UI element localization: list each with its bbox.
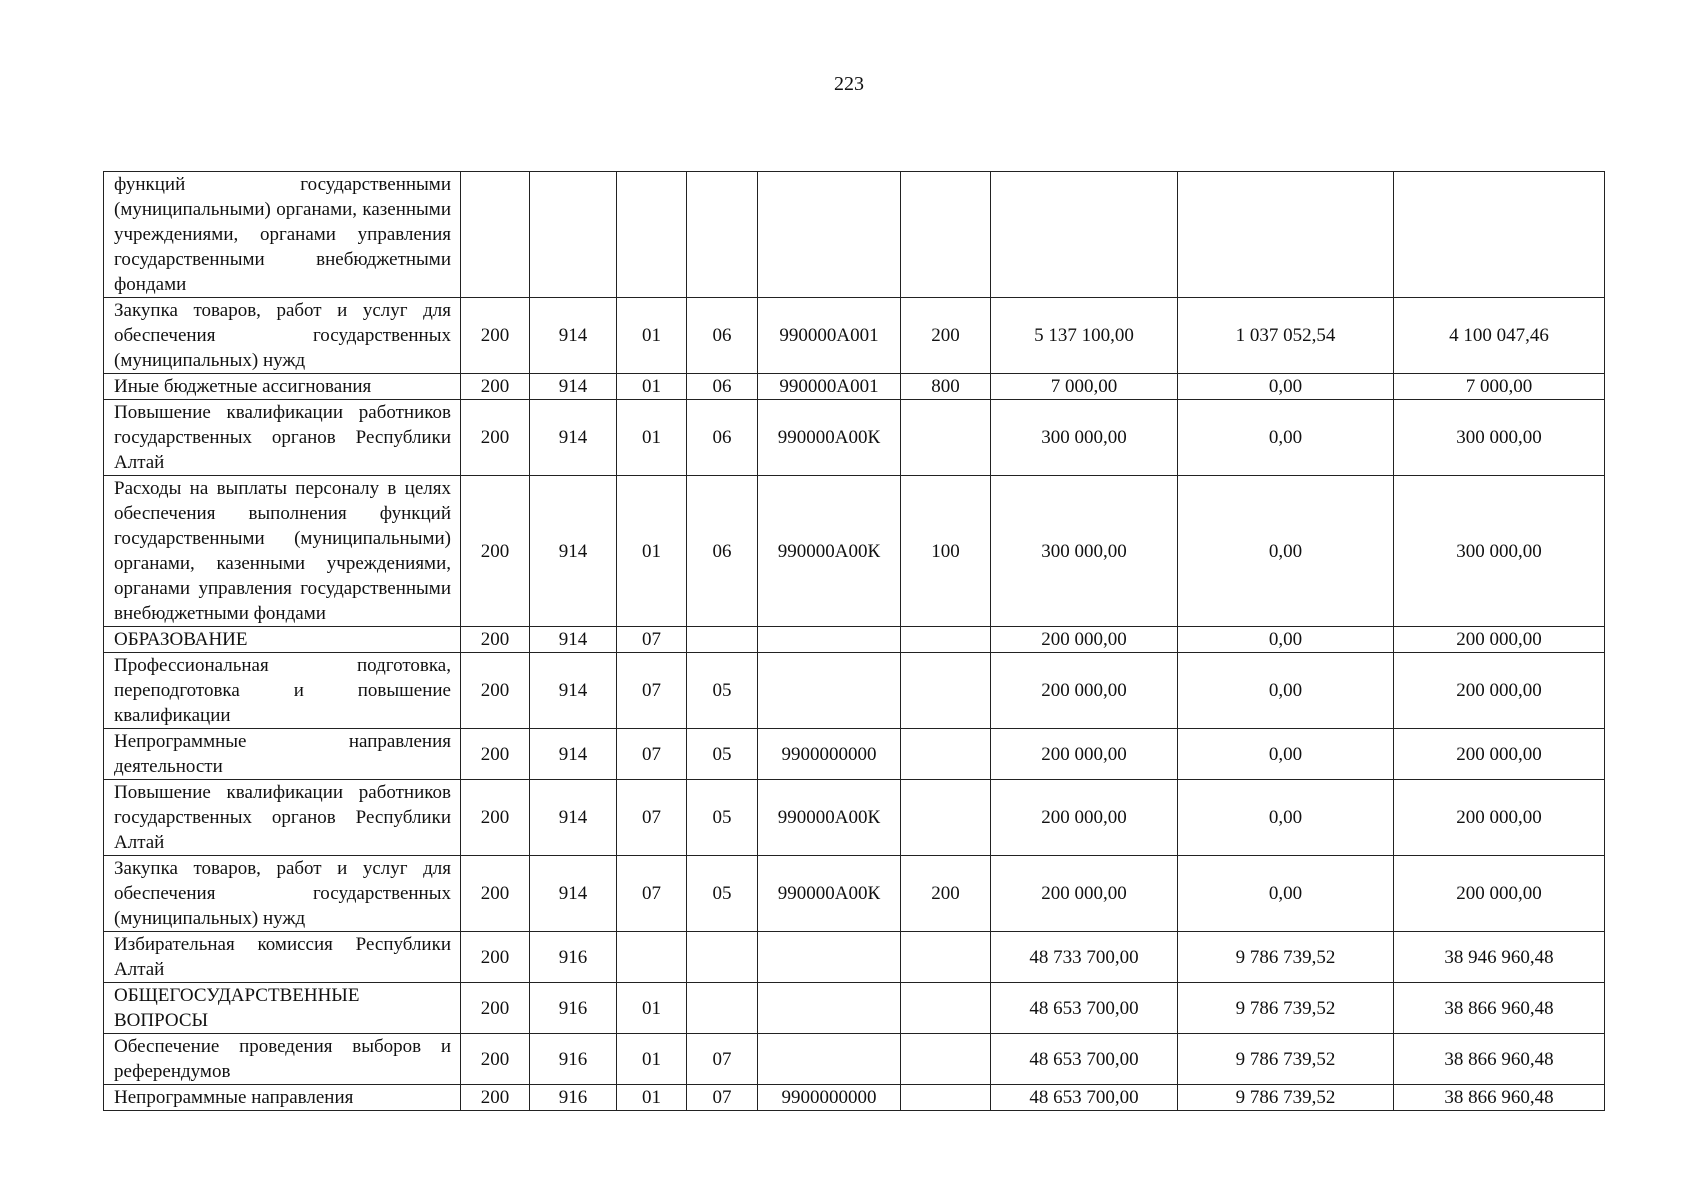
row-name: Избирательная комиссия Республики Алтай [104, 932, 461, 983]
row-name: Расходы на выплаты персоналу в целях обеспечения выполнения функций государственными (муниципальными) органами, казенными учреждениями, органами управления государственными внебюджетными фондами [104, 476, 461, 627]
cell-col7: 7 000,00 [991, 374, 1178, 400]
cell-col6: 200 [901, 856, 991, 932]
cell-col4 [687, 172, 758, 298]
cell-col4: 05 [687, 780, 758, 856]
table-row [104, 400, 1605, 476]
cell-col4: 07 [687, 1034, 758, 1085]
cell-col2: 916 [530, 932, 617, 983]
cell-col1 [461, 172, 530, 298]
cell-col5: 990000А00К [758, 856, 901, 932]
cell-col1: 200 [461, 1085, 530, 1111]
cell-col4: 06 [687, 374, 758, 400]
cell-col9 [1394, 172, 1605, 298]
cell-col3: 07 [617, 653, 687, 729]
cell-col2: 916 [530, 983, 617, 1034]
table-row [104, 172, 1605, 298]
cell-col6 [901, 983, 991, 1034]
row-name: Непрограммные направления [104, 1085, 461, 1111]
row-name: ОБРАЗОВАНИЕ [104, 627, 461, 653]
cell-col3: 01 [617, 476, 687, 627]
cell-col8: 9 786 739,52 [1178, 932, 1394, 983]
cell-col8: 0,00 [1178, 780, 1394, 856]
budget-table [103, 171, 1605, 1111]
cell-col5: 990000А001 [758, 374, 901, 400]
cell-col6 [901, 400, 991, 476]
cell-col7 [991, 172, 1178, 298]
row-name: Повышение квалификации работников государственных органов Республики Алтай [104, 400, 461, 476]
cell-col3: 07 [617, 729, 687, 780]
cell-col9: 4 100 047,46 [1394, 298, 1605, 374]
table-row [104, 932, 1605, 983]
cell-col6: 800 [901, 374, 991, 400]
cell-col1: 200 [461, 856, 530, 932]
cell-col9: 300 000,00 [1394, 400, 1605, 476]
row-name: Профессиональная подготовка, переподготовка и повышение квалификации [104, 653, 461, 729]
cell-col3: 07 [617, 856, 687, 932]
cell-col1: 200 [461, 932, 530, 983]
cell-col3: 01 [617, 374, 687, 400]
cell-col6 [901, 729, 991, 780]
row-name: Закупка товаров, работ и услуг для обеспечения государственных (муниципальных) нужд [104, 856, 461, 932]
cell-col2: 916 [530, 1085, 617, 1111]
cell-col2: 914 [530, 374, 617, 400]
cell-col4: 05 [687, 729, 758, 780]
cell-col5 [758, 627, 901, 653]
cell-col3: 01 [617, 1034, 687, 1085]
cell-col9: 200 000,00 [1394, 856, 1605, 932]
cell-col8: 0,00 [1178, 374, 1394, 400]
cell-col5: 990000А00К [758, 780, 901, 856]
cell-col4: 06 [687, 298, 758, 374]
table-row [104, 780, 1605, 856]
cell-col3: 07 [617, 627, 687, 653]
cell-col7: 200 000,00 [991, 729, 1178, 780]
cell-col8: 1 037 052,54 [1178, 298, 1394, 374]
table-row [104, 653, 1605, 729]
cell-col2 [530, 172, 617, 298]
cell-col8: 0,00 [1178, 653, 1394, 729]
cell-col4: 05 [687, 856, 758, 932]
cell-col7: 200 000,00 [991, 856, 1178, 932]
cell-col8: 0,00 [1178, 627, 1394, 653]
cell-col7: 48 653 700,00 [991, 1034, 1178, 1085]
cell-col5: 990000А00К [758, 400, 901, 476]
cell-col2: 914 [530, 653, 617, 729]
cell-col2: 914 [530, 476, 617, 627]
cell-col9: 38 946 960,48 [1394, 932, 1605, 983]
table-row [104, 729, 1605, 780]
cell-col7: 200 000,00 [991, 627, 1178, 653]
cell-col4: 05 [687, 653, 758, 729]
cell-col3 [617, 172, 687, 298]
cell-col8: 0,00 [1178, 729, 1394, 780]
cell-col6 [901, 172, 991, 298]
table-row [104, 1034, 1605, 1085]
table-row [104, 298, 1605, 374]
row-name: Обеспечение проведения выборов и референдумов [104, 1034, 461, 1085]
cell-col9: 200 000,00 [1394, 627, 1605, 653]
cell-col9: 200 000,00 [1394, 729, 1605, 780]
page-number: 223 [834, 73, 864, 95]
row-name: Иные бюджетные ассигнования [104, 374, 461, 400]
cell-col2: 914 [530, 729, 617, 780]
cell-col5: 990000А00К [758, 476, 901, 627]
cell-col6 [901, 1085, 991, 1111]
cell-col8: 0,00 [1178, 476, 1394, 627]
cell-col5 [758, 1034, 901, 1085]
cell-col9: 38 866 960,48 [1394, 1034, 1605, 1085]
cell-col3: 07 [617, 780, 687, 856]
cell-col1: 200 [461, 983, 530, 1034]
cell-col5 [758, 172, 901, 298]
cell-col4 [687, 932, 758, 983]
cell-col6 [901, 780, 991, 856]
cell-col1: 200 [461, 1034, 530, 1085]
cell-col5 [758, 932, 901, 983]
cell-col4: 07 [687, 1085, 758, 1111]
cell-col5: 990000А001 [758, 298, 901, 374]
cell-col1: 200 [461, 780, 530, 856]
cell-col7: 300 000,00 [991, 476, 1178, 627]
table-row [104, 627, 1605, 653]
cell-col7: 200 000,00 [991, 653, 1178, 729]
cell-col9: 200 000,00 [1394, 780, 1605, 856]
cell-col1: 200 [461, 374, 530, 400]
row-name: функций государственными (муниципальными) органами, казенными учреждениями, органами управления государственными внебюджетными фондами [104, 172, 461, 298]
cell-col2: 914 [530, 856, 617, 932]
cell-col4: 06 [687, 400, 758, 476]
cell-col9: 38 866 960,48 [1394, 1085, 1605, 1111]
cell-col3: 01 [617, 400, 687, 476]
cell-col7: 5 137 100,00 [991, 298, 1178, 374]
cell-col1: 200 [461, 400, 530, 476]
cell-col8 [1178, 172, 1394, 298]
cell-col8: 9 786 739,52 [1178, 1085, 1394, 1111]
cell-col8: 9 786 739,52 [1178, 1034, 1394, 1085]
table-row [104, 856, 1605, 932]
cell-col6: 100 [901, 476, 991, 627]
table-row [104, 983, 1605, 1034]
cell-col2: 914 [530, 627, 617, 653]
cell-col7: 200 000,00 [991, 780, 1178, 856]
cell-col1: 200 [461, 627, 530, 653]
cell-col7: 300 000,00 [991, 400, 1178, 476]
row-name: Закупка товаров, работ и услуг для обеспечения государственных (муниципальных) нужд [104, 298, 461, 374]
cell-col9: 200 000,00 [1394, 653, 1605, 729]
cell-col4: 06 [687, 476, 758, 627]
cell-col3 [617, 932, 687, 983]
cell-col9: 38 866 960,48 [1394, 983, 1605, 1034]
cell-col5: 9900000000 [758, 729, 901, 780]
table-row [104, 476, 1605, 627]
cell-col8: 0,00 [1178, 400, 1394, 476]
cell-col9: 7 000,00 [1394, 374, 1605, 400]
table-row [104, 374, 1605, 400]
cell-col2: 914 [530, 298, 617, 374]
cell-col4 [687, 983, 758, 1034]
cell-col3: 01 [617, 298, 687, 374]
cell-col1: 200 [461, 729, 530, 780]
cell-col2: 914 [530, 400, 617, 476]
cell-col2: 916 [530, 1034, 617, 1085]
cell-col7: 48 733 700,00 [991, 932, 1178, 983]
cell-col7: 48 653 700,00 [991, 1085, 1178, 1111]
table-row [104, 1085, 1605, 1111]
cell-col6 [901, 932, 991, 983]
cell-col7: 48 653 700,00 [991, 983, 1178, 1034]
cell-col8: 9 786 739,52 [1178, 983, 1394, 1034]
cell-col5 [758, 653, 901, 729]
cell-col5 [758, 983, 901, 1034]
row-name: Повышение квалификации работников государственных органов Республики Алтай [104, 780, 461, 856]
cell-col9: 300 000,00 [1394, 476, 1605, 627]
cell-col8: 0,00 [1178, 856, 1394, 932]
cell-col6 [901, 1034, 991, 1085]
cell-col1: 200 [461, 476, 530, 627]
cell-col4 [687, 627, 758, 653]
cell-col3: 01 [617, 1085, 687, 1111]
cell-col6 [901, 627, 991, 653]
cell-col5: 9900000000 [758, 1085, 901, 1111]
row-name: ОБЩЕГОСУДАРСТВЕННЫЕ ВОПРОСЫ [104, 983, 461, 1034]
cell-col6 [901, 653, 991, 729]
row-name: Непрограммные направления деятельности [104, 729, 461, 780]
cell-col1: 200 [461, 653, 530, 729]
cell-col2: 914 [530, 780, 617, 856]
cell-col1: 200 [461, 298, 530, 374]
cell-col6: 200 [901, 298, 991, 374]
cell-col3: 01 [617, 983, 687, 1034]
